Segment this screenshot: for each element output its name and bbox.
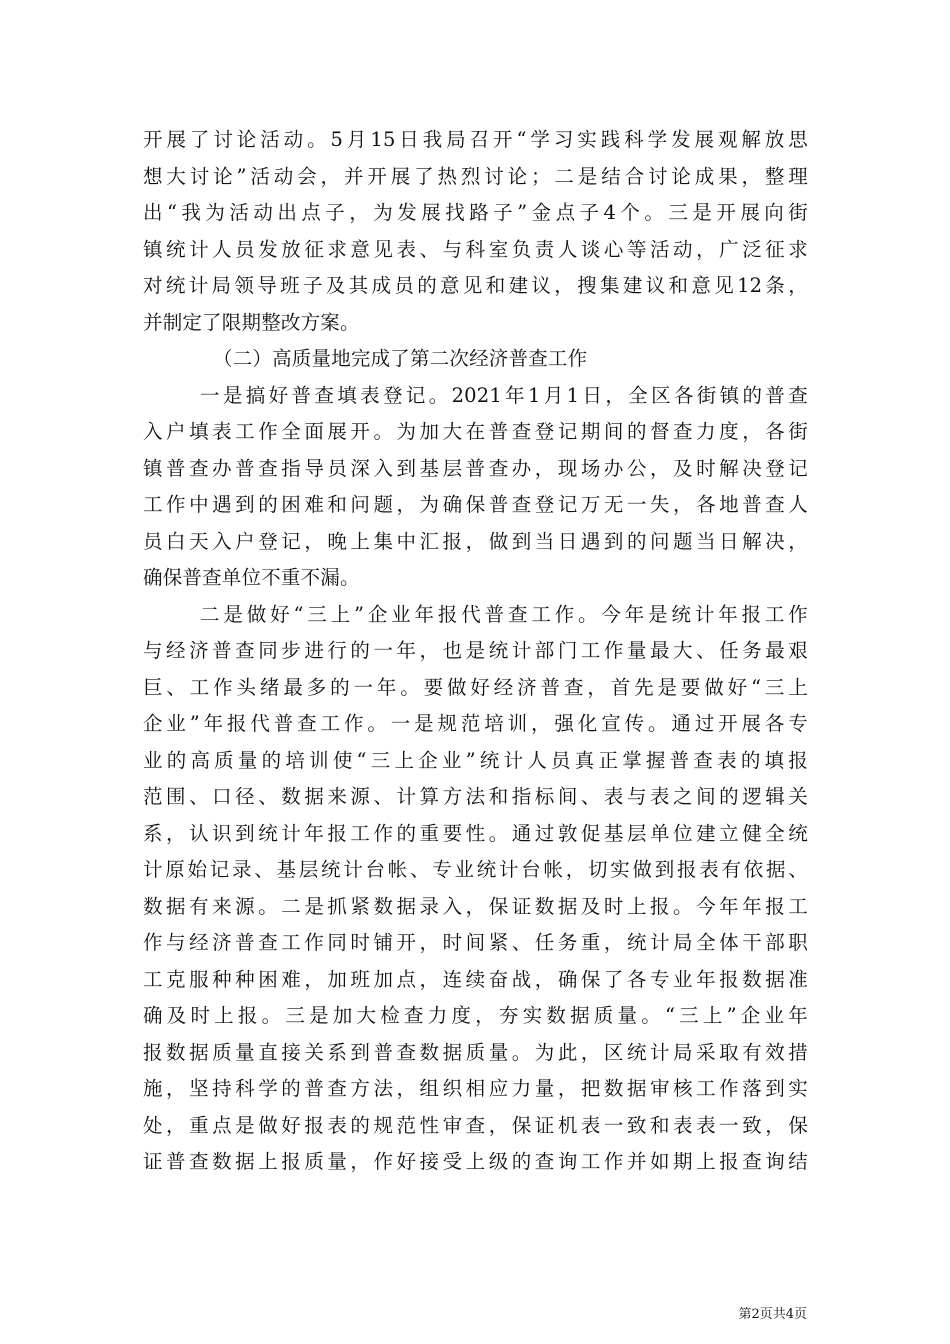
text-line: 镇普查办普查指导员深入到基层普查办，现场办公，及时解决登记 <box>143 456 808 480</box>
text-line: 并制定了限期整改方案。 <box>143 310 360 334</box>
document-body <box>143 122 808 1181</box>
text-line: 业的高质量的培训使“三上企业”统计人员真正掌握普查表的填报 <box>143 748 808 772</box>
text-line: 开展了讨论活动。5月15日我局召开“学习实践科学发展观解放思 <box>143 128 808 151</box>
text-line: 报数据质量直接关系到普查数据质量。为此，区统计局采取有效措 <box>143 1040 808 1064</box>
text-line: 镇统计人员发放征求意见表、与科室负责人谈心等活动，广泛征求 <box>143 237 808 261</box>
text-line: 出“我为活动出点子，为发展找路子”金点子4个。三是开展向街 <box>143 201 808 224</box>
text-line: 数据有来源。二是抓紧数据录入，保证数据及时上报。今年年报工 <box>143 894 808 918</box>
text-line: 工作中遇到的困难和问题，为确保普查登记万无一失，各地普查人 <box>143 493 808 516</box>
section-heading: （二）高质量地完成了第二次经济普查工作 <box>213 347 588 370</box>
text-line: 计原始记录、基层统计台帐、专业统计台帐，切实做到报表有依据、 <box>143 858 808 881</box>
text-line: 确及时上报。三是加大检查力度，夯实数据质量。“三上”企业年 <box>143 1004 808 1027</box>
text-line: 二是做好“三上”企业年报代普查工作。今年是统计年报工作 <box>200 602 808 626</box>
text-line: 系，认识到统计年报工作的重要性。通过敦促基层单位建立健全统 <box>143 821 808 845</box>
text-line: 处，重点是做好报表的规范性审查，保证机表一致和表表一致，保 <box>143 1113 808 1137</box>
text-line: 企业”年报代普查工作。一是规范培训，强化宣传。通过开展各专 <box>143 712 808 735</box>
text-line: 与经济普查同步进行的一年，也是统计部门工作量最大、任务最艰 <box>143 639 808 662</box>
text-line: 作与经济普查工作同时铺开，时间紧、任务重，统计局全体干部职 <box>143 931 808 954</box>
text-line: 想大讨论”活动会，并开展了热烈讨论；二是结合讨论成果，整理 <box>143 164 808 188</box>
text-line: 巨、工作头绪最多的一年。要做好经济普查，首先是要做好“三上 <box>143 675 808 699</box>
text-line: 证普查数据上报质量，作好接受上级的查询工作并如期上报查询结 <box>143 1150 808 1173</box>
text-line: 员白天入户登记，晚上集中汇报，做到当日遇到的问题当日解决， <box>143 529 808 553</box>
text-line: 对统计局领导班子及其成员的意见和建议，搜集建议和意见12条， <box>143 274 808 297</box>
text-line: 范围、口径、数据来源、计算方法和指标间、表与表之间的逻辑关 <box>143 785 808 808</box>
text-line: 工克服种种困难，加班加点，连续奋战，确保了各专业年报数据准 <box>143 967 808 991</box>
text-line: 施，坚持科学的普查方法，组织相应力量，把数据审核工作落到实 <box>143 1077 808 1100</box>
text-line: 入户填表工作全面展开。为加大在普查登记期间的督查力度，各街 <box>143 420 808 443</box>
text-line: 确保普查单位不重不漏。 <box>143 566 360 589</box>
text-line: 一是搞好普查填表登记。2021年1月1日，全区各街镇的普查 <box>200 383 808 407</box>
page-number: 第2页共4页 <box>738 1307 807 1322</box>
